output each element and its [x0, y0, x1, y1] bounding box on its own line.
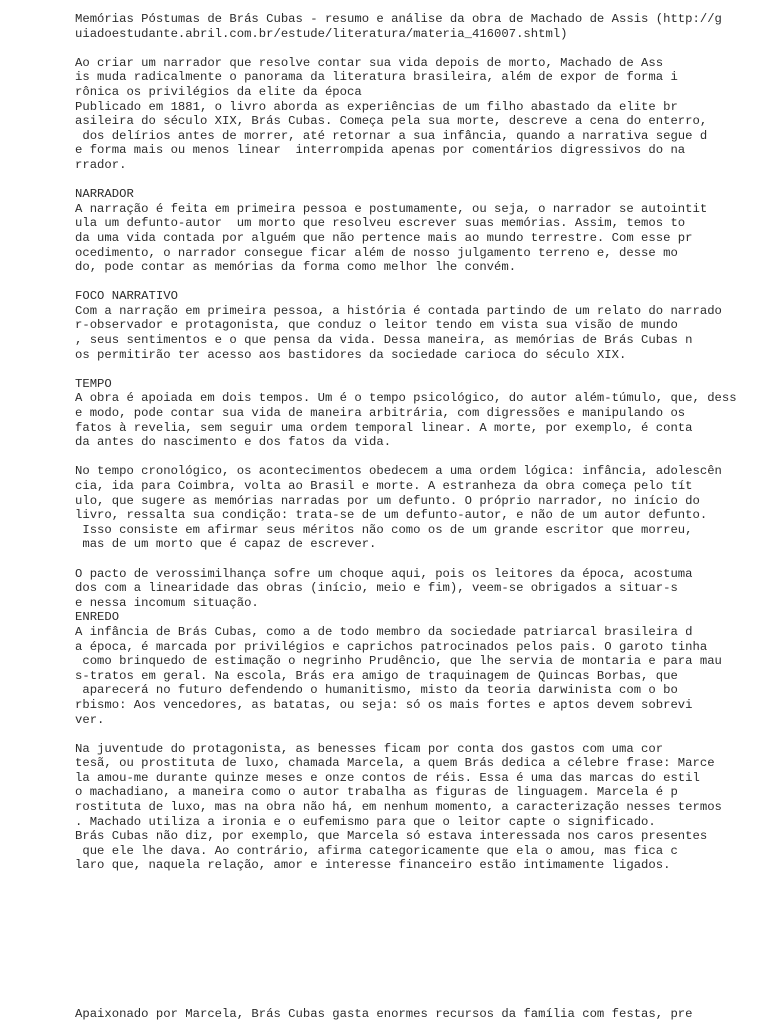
- text-line: , seus sentimentos e o que pensa da vida. Dessa maneira, as memórias de Brás Cubas n: [75, 333, 693, 348]
- text-line: e forma mais ou menos linear interrompida apenas por comentários digressivos do na: [75, 143, 686, 158]
- document-body: [75, 12, 755, 873]
- text-line: rrador.: [75, 157, 127, 172]
- text-line: fatos à revelia, sem seguir uma ordem temporal linear. A morte, por exemplo, é conta: [75, 420, 693, 435]
- text-line: livro, ressalta sua condição: trata-se de um defunto-autor, e não de um autor defunto.: [75, 508, 708, 523]
- paragraph-pacto: [75, 567, 755, 611]
- text-line: rbismo: Aos vencedores, as batatas, ou seja: só os mais fortes e aptos devem sobrevi: [75, 697, 693, 712]
- section-foco-narrativo: [75, 289, 755, 362]
- text-line: ver.: [75, 712, 105, 727]
- paragraph-tempo-cronologico: [75, 464, 755, 552]
- text-line: Ao criar um narrador que resolve contar sua vida depois de morto, Machado de Ass: [75, 55, 664, 70]
- text-line: que ele lhe dava. Ao contrário, afirma categoricamente que ela o amou, mas fica c: [75, 843, 678, 858]
- section-heading: TEMPO: [75, 376, 112, 391]
- text-line: uiadoestudante.abril.com.br/estude/literatura/materia_416007.shtml): [75, 26, 568, 41]
- text-line: como brinquedo de estimação o negrinho Prudêncio, que lhe servia de montaria e para mau: [75, 654, 722, 669]
- text-line: A narração é feita em primeira pessoa e postumamente, ou seja, o narrador se autointit: [75, 201, 708, 216]
- text-line: s-tratos em geral. Na escola, Brás era amigo de traquinagem de Quincas Borbas, que: [75, 668, 678, 683]
- text-line: asileira do século XIX, Brás Cubas. Começa pela sua morte, descreve a cena do enterro,: [75, 114, 708, 129]
- text-line: dos com a linearidade das obras (início, meio e fim), veem-se obrigados a situar-s: [75, 581, 678, 596]
- text-line: r-observador e protagonista, que conduz o leitor tendo em vista sua visão de mundo: [75, 318, 678, 333]
- intro-paragraph: [75, 56, 755, 173]
- text-line: do, pode contar as memórias da forma como melhor lhe convém.: [75, 260, 517, 275]
- section-heading: NARRADOR: [75, 187, 134, 202]
- section-narrador: [75, 187, 755, 275]
- text-line: ulo, que sugere as memórias narradas por um defunto. O próprio narrador, no início do: [75, 493, 700, 508]
- text-line: . Machado utiliza a ironia e o eufemismo para que o leitor capte o significado.: [75, 814, 656, 829]
- text-line: mas de um morto que é capaz de escrever.: [75, 537, 377, 552]
- text-line: Publicado em 1881, o livro aborda as experiências de um filho abastado da elite br: [75, 99, 678, 114]
- text-line: Isso consiste em afirmar seus méritos não como os de um grande escritor que morreu,: [75, 522, 693, 537]
- text-line: Brás Cubas não diz, por exemplo, que Marcela só estava interessada nos caros presentes: [75, 829, 708, 844]
- text-line: No tempo cronológico, os acontecimentos obedecem a uma ordem lógica: infância, adolescên: [75, 464, 722, 479]
- text-line: ocedimento, o narrador consegue ficar além de nosso julgamento terreno e, desse mo: [75, 245, 678, 260]
- text-line: O pacto de verossimilhança sofre um choque aqui, pois os leitores da época, acostuma: [75, 566, 693, 581]
- text-line: os permitirão ter acesso aos bastidores da sociedade carioca do século XIX.: [75, 347, 627, 362]
- paragraph-juventude: [75, 742, 755, 873]
- section-heading: FOCO NARRATIVO: [75, 289, 178, 304]
- text-line: A infância de Brás Cubas, como a de todo membro da sociedade patriarcal brasileira d: [75, 624, 693, 639]
- text-line: A obra é apoiada em dois tempos. Um é o tempo psicológico, do autor além-túmulo, que, dess: [75, 391, 737, 406]
- final-line: Apaixonado por Marcela, Brás Cubas gasta enormes recursos da família com festas, pre: [75, 1007, 693, 1021]
- text-line: rônica os privilégios da elite da época: [75, 84, 362, 99]
- document-header: [75, 12, 755, 41]
- text-line: o machadiano, a maneira como o autor trabalha as figuras de linguagem. Marcela é p: [75, 785, 678, 800]
- text-line: dos delírios antes de morrer, até retornar a sua infância, quando a narrativa segue d: [75, 128, 708, 143]
- text-line: laro que, naquela relação, amor e interesse financeiro estão intimamente ligados.: [75, 858, 671, 873]
- text-line: a época, é marcada por privilégios e caprichos patrocinados pelos pais. O garoto tinha: [75, 639, 708, 654]
- section-tempo: [75, 377, 755, 450]
- section-heading: ENREDO: [75, 610, 120, 625]
- text-line: da uma vida contada por alguém que não pertence mais ao mundo terrestre. Com esse pr: [75, 230, 693, 245]
- text-line: la amou-me durante quinze meses e onze contos de réis. Essa é uma das marcas do estil: [75, 770, 700, 785]
- text-line: Memórias Póstumas de Brás Cubas - resumo e análise da obra de Machado de Assis (http://g: [75, 12, 722, 26]
- text-line: Com a narração em primeira pessoa, a história é contada partindo de um relato do narrado: [75, 303, 722, 318]
- text-line: Na juventude do protagonista, as benesses ficam por conta dos gastos com uma cor: [75, 741, 664, 756]
- text-line: aparecerá no futuro defendendo o humanitismo, misto da teoria darwinista com o bo: [75, 683, 678, 698]
- text-line: da antes do nascimento e dos fatos da vida.: [75, 435, 392, 450]
- text-line: ula um defunto-autor um morto que resolveu escrever suas memórias. Assim, temos to: [75, 216, 686, 231]
- section-enredo: [75, 610, 755, 727]
- text-line: e modo, pode contar sua vida de maneira arbitrária, com digressões e manipulando os: [75, 406, 686, 421]
- text-line: e nessa incomum situação.: [75, 595, 259, 610]
- text-line: cia, ida para Coimbra, volta ao Brasil e morte. A estranheza da obra começa pelo tít: [75, 479, 693, 493]
- text-line: rostituta de luxo, mas na obra não há, em nenhum momento, a caracterização nesses termos: [75, 800, 722, 815]
- text-line: tesã, ou prostituta de luxo, chamada Marcela, a quem Brás dedica a célebre frase: Marce: [75, 756, 715, 771]
- text-line: is muda radicalmente o panorama da literatura brasileira, além de expor de forma i: [75, 70, 678, 85]
